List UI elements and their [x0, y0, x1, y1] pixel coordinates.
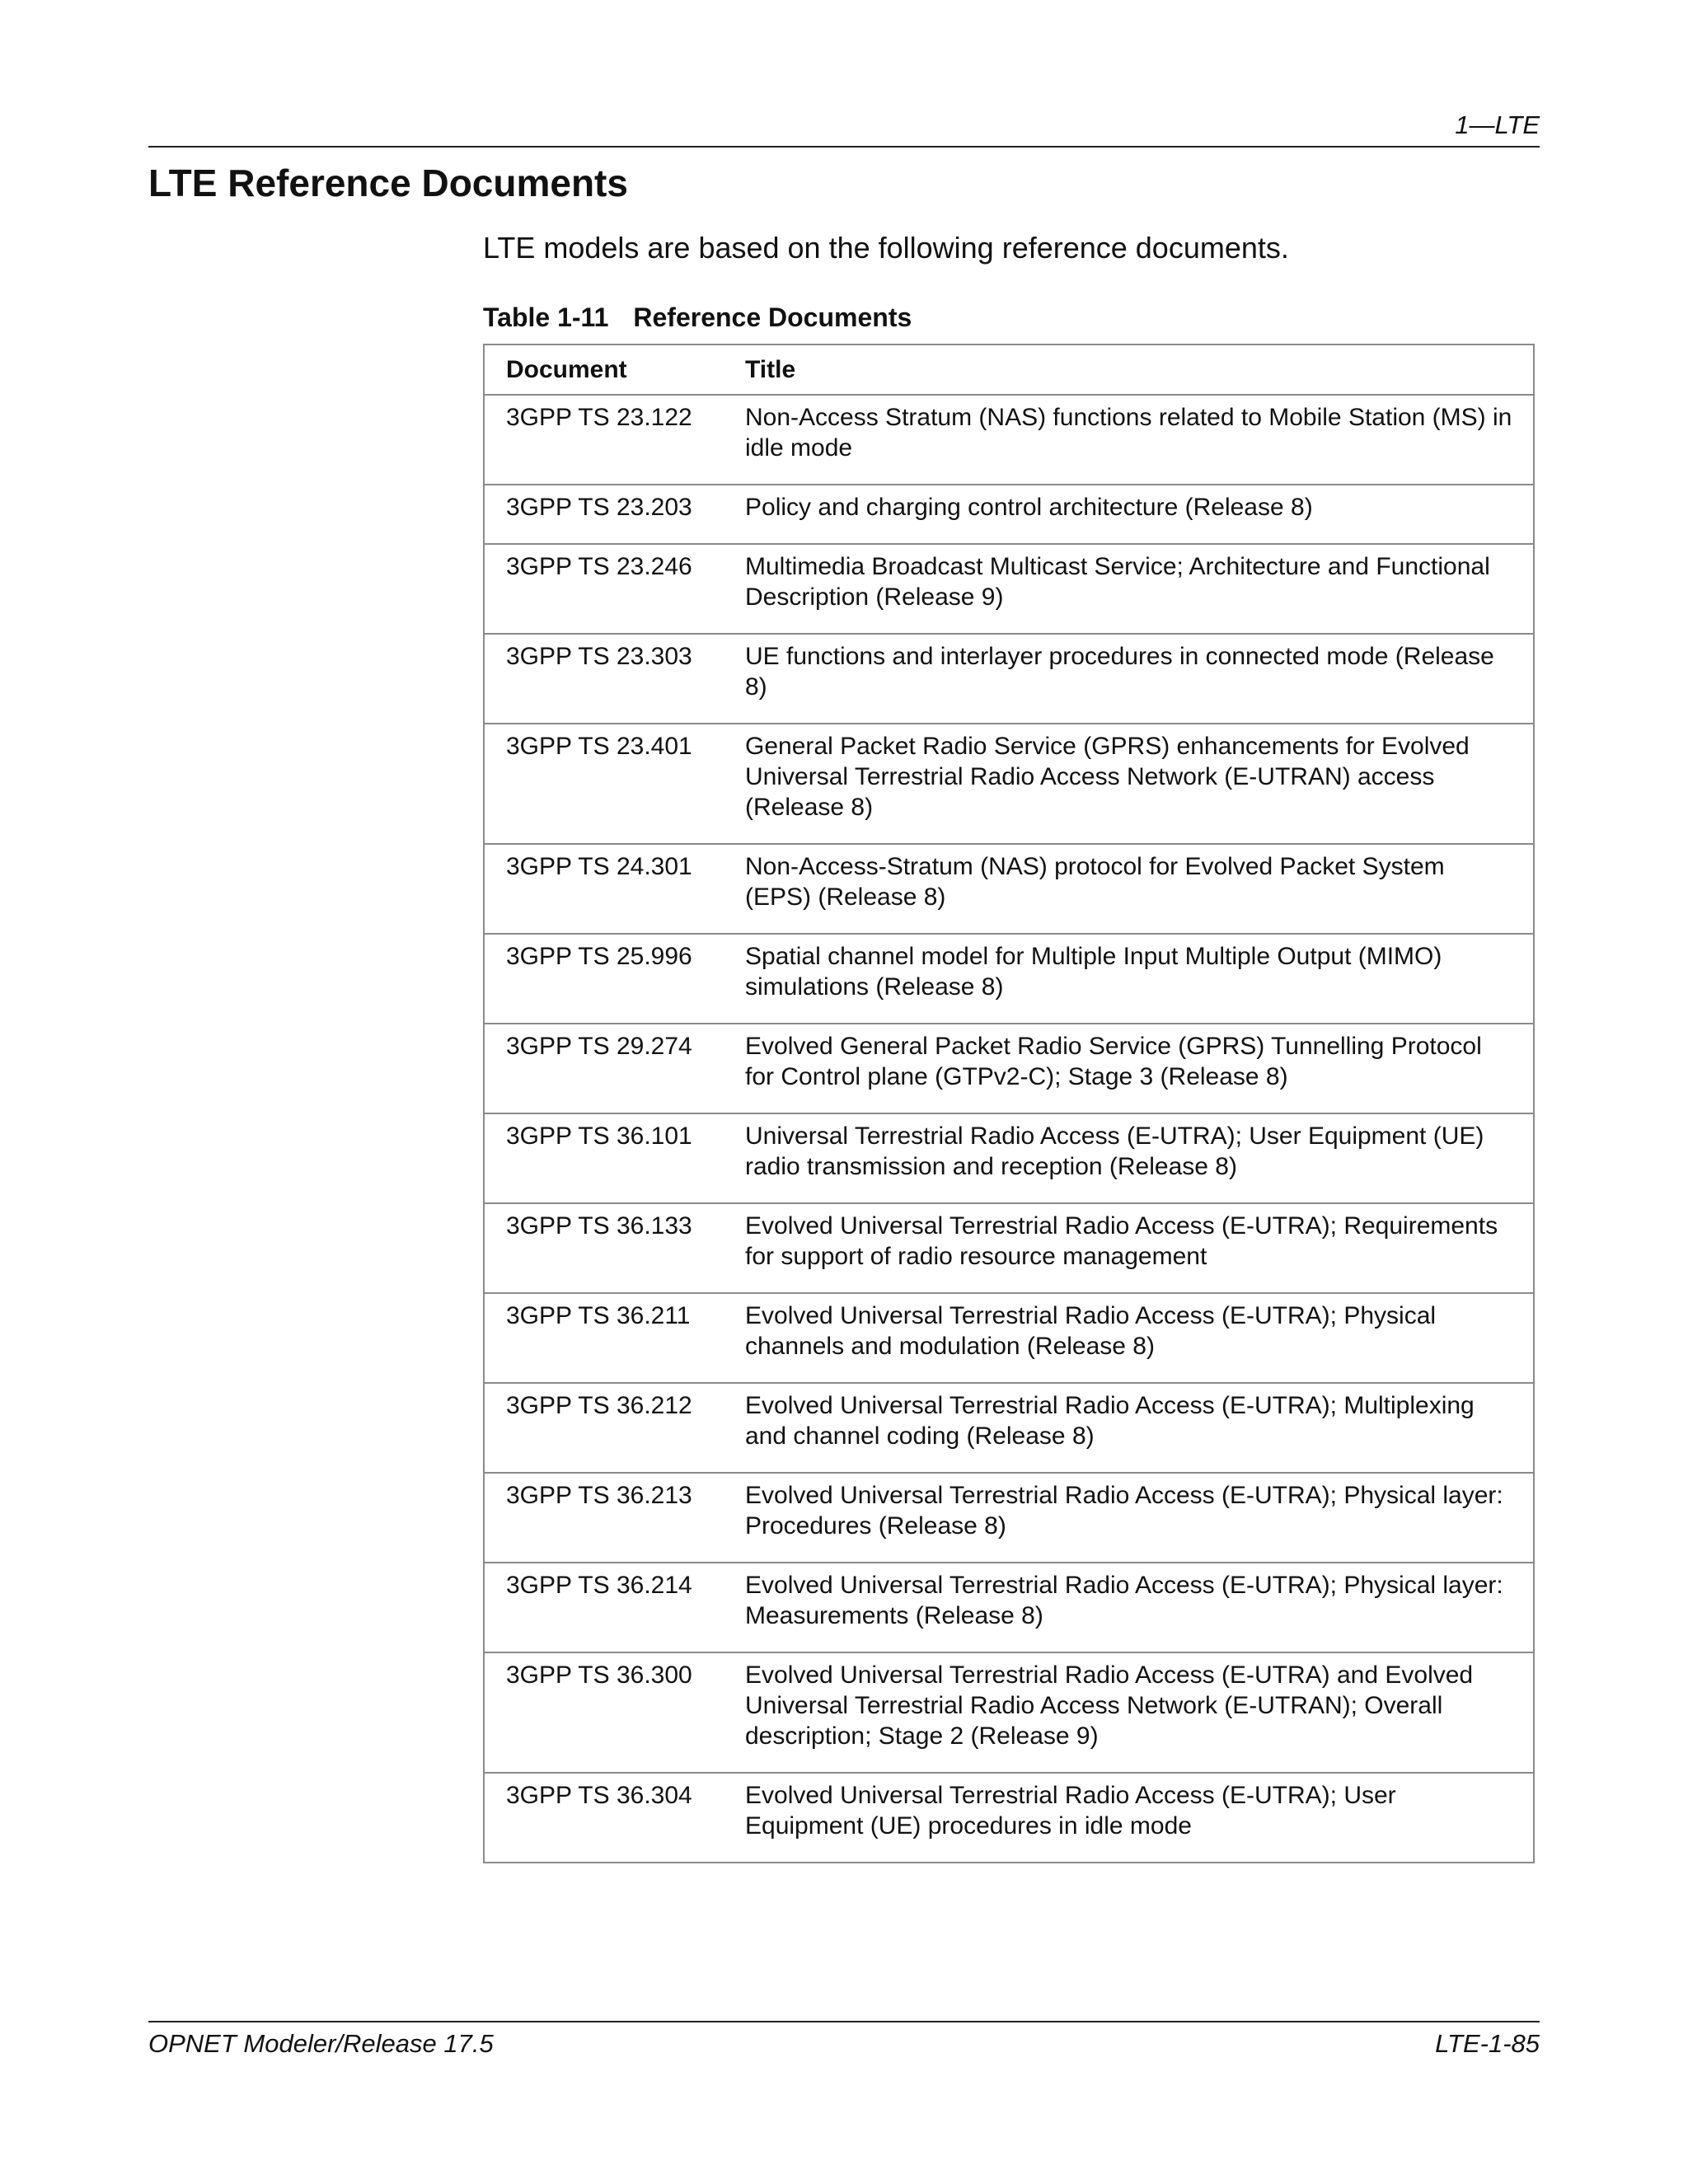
footer-page-number: LTE-1-85	[1435, 2029, 1540, 2058]
table-caption-title: Reference Documents	[633, 302, 912, 332]
document-id-cell: 3GPP TS 36.304	[483, 1773, 745, 1863]
document-id-cell: 3GPP TS 29.274	[483, 1024, 745, 1113]
table-row	[483, 634, 1535, 724]
document-id-cell: 3GPP TS 24.301	[483, 844, 745, 934]
document-title-cell: Spatial channel model for Multiple Input Multiple Output (MIMO) simulations (Release 8)	[745, 934, 1535, 1024]
page-title: LTE Reference Documents	[148, 162, 628, 204]
document-title-cell: Evolved Universal Terrestrial Radio Access (E-UTRA); Requirements for support of radio resource management	[745, 1203, 1535, 1293]
table-row	[483, 1473, 1535, 1563]
document-title-cell: General Packet Radio Service (GPRS) enhancements for Evolved Universal Terrestrial Radio Access Network (E-UTRAN) access (Release 8)	[745, 724, 1535, 844]
table-row	[483, 1773, 1535, 1863]
table-row	[483, 1383, 1535, 1473]
document-id-cell: 3GPP TS 36.300	[483, 1652, 745, 1773]
table-row	[483, 1293, 1535, 1383]
document-id-cell: 3GPP TS 36.133	[483, 1203, 745, 1293]
table-body	[483, 395, 1535, 1863]
document-id-cell: 3GPP TS 23.401	[483, 724, 745, 844]
document-title-cell: Evolved Universal Terrestrial Radio Access (E-UTRA) and Evolved Universal Terrestrial Radio Access Network (E-UTRAN); Overall description; Stage 2 (Release 9)	[745, 1652, 1535, 1773]
footer-publication: OPNET Modeler/Release 17.5	[148, 2029, 494, 2058]
header-rule	[148, 146, 1540, 148]
document-title-cell: Policy and charging control architecture (Release 8)	[745, 485, 1535, 544]
table-header-row	[483, 344, 1535, 395]
document-title-cell: Evolved Universal Terrestrial Radio Access (E-UTRA); Physical layer: Measurements (Release 8)	[745, 1563, 1535, 1652]
reference-documents-table	[483, 344, 1535, 1863]
table-row	[483, 724, 1535, 844]
document-title-cell: Evolved General Packet Radio Service (GPRS) Tunnelling Protocol for Control plane (GTPv2-C); Stage 3 (Release 8)	[745, 1024, 1535, 1113]
document-id-cell: 3GPP TS 23.246	[483, 544, 745, 634]
document-title-cell: Evolved Universal Terrestrial Radio Access (E-UTRA); Multiplexing and channel coding (Release 8)	[745, 1383, 1535, 1473]
document-id-cell: 3GPP TS 36.101	[483, 1113, 745, 1203]
table-row	[483, 544, 1535, 634]
document-title-cell: Evolved Universal Terrestrial Radio Access (E-UTRA); Physical layer: Procedures (Release 8)	[745, 1473, 1535, 1563]
document-id-cell: 3GPP TS 23.203	[483, 485, 745, 544]
table-row	[483, 485, 1535, 544]
column-header-title: Title	[745, 344, 1535, 395]
table-row	[483, 1203, 1535, 1293]
document-title-cell: Evolved Universal Terrestrial Radio Access (E-UTRA); Physical channels and modulation (Release 8)	[745, 1293, 1535, 1383]
document-id-cell: 3GPP TS 23.303	[483, 634, 745, 724]
document-title-cell: Evolved Universal Terrestrial Radio Access (E-UTRA); User Equipment (UE) procedures in idle mode	[745, 1773, 1535, 1863]
document-id-cell: 3GPP TS 36.214	[483, 1563, 745, 1652]
column-header-document: Document	[483, 344, 745, 395]
table-caption-label: Table 1-11	[483, 302, 609, 332]
table-row	[483, 934, 1535, 1024]
running-head: 1—LTE	[1455, 110, 1540, 139]
table-row	[483, 1652, 1535, 1773]
table-row	[483, 395, 1535, 485]
table-row	[483, 1563, 1535, 1652]
document-title-cell: Multimedia Broadcast Multicast Service; Architecture and Functional Description (Release 9)	[745, 544, 1535, 634]
document-id-cell: 3GPP TS 36.211	[483, 1293, 745, 1383]
table-row	[483, 1024, 1535, 1113]
document-title-cell: Universal Terrestrial Radio Access (E-UTRA); User Equipment (UE) radio transmission and reception (Release 8)	[745, 1113, 1535, 1203]
document-title-cell: Non-Access-Stratum (NAS) protocol for Evolved Packet System (EPS) (Release 8)	[745, 844, 1535, 934]
document-id-cell: 3GPP TS 36.213	[483, 1473, 745, 1563]
intro-paragraph: LTE models are based on the following reference documents.	[483, 231, 1289, 265]
document-title-cell: Non-Access Stratum (NAS) functions related to Mobile Station (MS) in idle mode	[745, 395, 1535, 485]
footer-rule	[148, 2021, 1540, 2022]
table-row	[483, 844, 1535, 934]
document-id-cell: 3GPP TS 36.212	[483, 1383, 745, 1473]
document-id-cell: 3GPP TS 25.996	[483, 934, 745, 1024]
table-row	[483, 1113, 1535, 1203]
table-caption	[483, 302, 912, 333]
document-title-cell: UE functions and interlayer procedures in connected mode (Release 8)	[745, 634, 1535, 724]
document-id-cell: 3GPP TS 23.122	[483, 395, 745, 485]
